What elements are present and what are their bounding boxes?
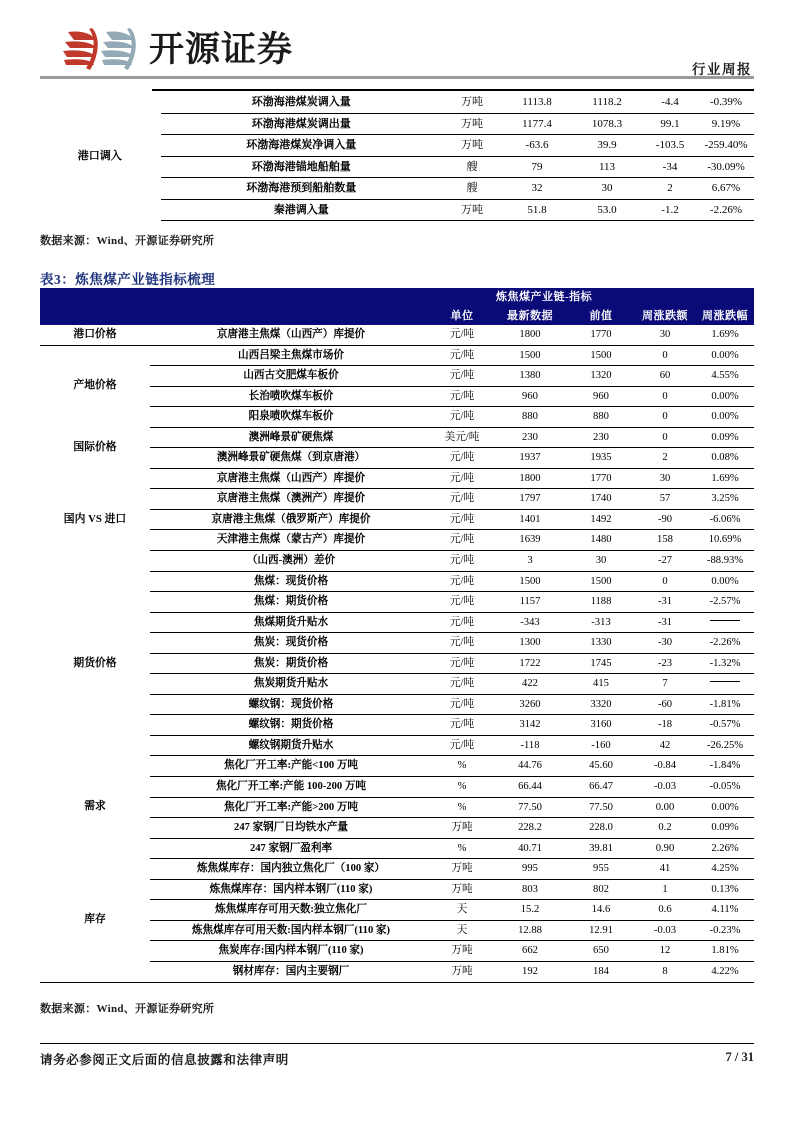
- cell-previous: 415: [568, 674, 634, 695]
- cell-unit: 元/吨: [432, 345, 492, 366]
- cell-unit: 元/吨: [432, 468, 492, 489]
- cell-change: 57: [634, 489, 696, 510]
- no-value-dash: [710, 620, 740, 622]
- cell-pct: -259.40%: [698, 135, 754, 157]
- cell-change: 7: [634, 674, 696, 695]
- cell-latest: -118: [492, 735, 568, 756]
- cell-latest: 960: [492, 386, 568, 407]
- cell-pct: 6.67%: [698, 178, 754, 200]
- cell-unit: 艘: [442, 178, 502, 200]
- cell-unit: 元/吨: [432, 612, 492, 633]
- cell-pct: -1.32%: [696, 653, 754, 674]
- cell-unit: 元/吨: [432, 386, 492, 407]
- cell-latest: 3142: [492, 715, 568, 736]
- cell-change: 0.00: [634, 797, 696, 818]
- cell-latest: 1113.8: [522, 96, 552, 109]
- cell-previous: 66.47: [568, 777, 634, 798]
- cell-change: 30: [634, 468, 696, 489]
- cell-indicator: 京唐港主焦煤（俄罗斯产）库提价: [150, 509, 432, 530]
- cell-unit: %: [432, 756, 492, 777]
- cell-pct: 0.09%: [696, 427, 754, 448]
- cell-previous: 45.60: [568, 756, 634, 777]
- cell-previous: 1745: [568, 653, 634, 674]
- cell-previous: 1118.2: [592, 96, 622, 109]
- cell-previous: 880: [568, 407, 634, 428]
- cell-previous: 228.0: [568, 818, 634, 839]
- cell-change: 30: [634, 325, 696, 345]
- cell-unit: 天: [432, 900, 492, 921]
- col-header-latest: 最新数据: [492, 307, 568, 325]
- cell-latest: 77.50: [492, 797, 568, 818]
- cell-change: -31: [634, 612, 696, 633]
- cell-pct: 0.09%: [696, 818, 754, 839]
- cell-unit: 元/吨: [432, 592, 492, 613]
- cell-change: 0: [634, 407, 696, 428]
- cell-unit: 万吨: [432, 941, 492, 962]
- cell-unit: 元/吨: [432, 735, 492, 756]
- cell-latest: 79: [502, 156, 572, 178]
- cell-unit: 元/吨: [432, 551, 492, 572]
- row-category-label: 国内 VS 进口: [63, 512, 127, 525]
- cell-indicator: 环渤海港预到船舶数量: [160, 178, 442, 200]
- cell-indicator: 炼焦煤库存：国内独立焦化厂（100 家）: [150, 859, 432, 880]
- footer-disclaimer: 请务必参阅正文后面的信息披露和法律声明: [40, 1053, 289, 1067]
- cell-indicator: 炼焦煤库存：国内样本钢厂(110 家): [150, 879, 432, 900]
- cell-change: -0.03: [634, 777, 696, 798]
- page-header: [0, 0, 794, 90]
- cell-pct: [696, 612, 754, 633]
- cell-change: -90: [634, 509, 696, 530]
- cell-indicator: 螺纹钢：期货价格: [150, 715, 432, 736]
- cell-indicator: 秦港调入量: [160, 199, 442, 221]
- cell-latest: -63.6: [502, 135, 572, 157]
- port-inbound-table: [40, 92, 754, 221]
- cell-unit: %: [432, 777, 492, 798]
- cell-previous: 77.50: [568, 797, 634, 818]
- cell-unit: 元/吨: [432, 694, 492, 715]
- table-row: [40, 325, 754, 345]
- cell-pct: -1.81%: [696, 694, 754, 715]
- cell-pct: 0.08%: [696, 448, 754, 469]
- table3-source-note: 数据来源：Wind、开源证券研究所: [40, 1003, 215, 1015]
- cell-previous: 1078.3: [572, 113, 642, 135]
- cell-change: -60: [634, 694, 696, 715]
- cell-indicator: 螺纹钢：现货价格: [150, 694, 432, 715]
- cell-unit: 万吨: [442, 199, 502, 221]
- table-column-header-row: [40, 307, 754, 325]
- coking-coal-chain-table: [40, 288, 754, 983]
- table3-caption: 表3：炼焦煤产业链指标梳理: [40, 272, 216, 287]
- cell-pct: -0.05%: [696, 777, 754, 798]
- cell-latest: 40.71: [492, 838, 568, 859]
- cell-pct: 9.19%: [698, 113, 754, 135]
- header-divider-black: [152, 89, 754, 91]
- cell-indicator: 京唐港主焦煤（山西产）库提价: [150, 325, 432, 345]
- cell-latest: -343: [492, 612, 568, 633]
- cell-previous: 30: [572, 178, 642, 200]
- cell-previous: 1492: [568, 509, 634, 530]
- cell-indicator: 焦煤期货升贴水: [150, 612, 432, 633]
- cell-previous: 1935: [568, 448, 634, 469]
- cell-pct: 4.22%: [696, 961, 754, 982]
- cell-previous: 802: [568, 879, 634, 900]
- cell-indicator: 澳洲峰景矿硬焦煤（到京唐港）: [150, 448, 432, 469]
- cell-pct: 0.00%: [696, 407, 754, 428]
- cell-change: 0: [634, 345, 696, 366]
- cell-indicator: 炼焦煤库存可用天数:独立焦化厂: [150, 900, 432, 921]
- cell-indicator: 天津港主焦煤（蒙古产）库提价: [150, 530, 432, 551]
- cell-unit: 美元/吨: [432, 427, 492, 448]
- cell-change: -103.5: [642, 135, 698, 157]
- cell-change: 158: [634, 530, 696, 551]
- table-row: [40, 756, 754, 777]
- cell-latest: 1157: [492, 592, 568, 613]
- cell-latest: 1177.4: [502, 113, 572, 135]
- kaiyuan-logo-icon: [62, 24, 140, 76]
- cell-unit: 元/吨: [432, 366, 492, 387]
- cell-indicator: 螺纹钢期货升贴水: [150, 735, 432, 756]
- cell-indicator: 焦炭期货升贴水: [150, 674, 432, 695]
- cell-indicator: 焦化厂开工率:产能 100-200 万吨: [150, 777, 432, 798]
- cell-indicator: 焦化厂开工率:产能>200 万吨: [150, 797, 432, 818]
- cell-previous: 30: [568, 551, 634, 572]
- cell-indicator: 焦炭：期货价格: [150, 653, 432, 674]
- cell-indicator: 山西吕梁主焦煤市场价: [150, 345, 432, 366]
- cell-pct: -88.93%: [696, 551, 754, 572]
- cell-latest: 1401: [492, 509, 568, 530]
- top-table-source-note: 数据来源：Wind、开源证券研究所: [40, 235, 215, 247]
- cell-change: 12: [634, 941, 696, 962]
- cell-latest: 1300: [492, 633, 568, 654]
- cell-indicator: 京唐港主焦煤（山西产）库提价: [150, 468, 432, 489]
- col-header-previous: 前值: [568, 307, 634, 325]
- cell-change: 8: [634, 961, 696, 982]
- cell-pct: -2.26%: [698, 199, 754, 221]
- cell-pct: -6.06%: [696, 509, 754, 530]
- cell-previous: 1480: [568, 530, 634, 551]
- cell-latest: 422: [492, 674, 568, 695]
- cell-latest: 12.88: [492, 920, 568, 941]
- cell-change: 1: [634, 879, 696, 900]
- cell-latest: 1800: [492, 325, 568, 345]
- cell-previous: 1500: [568, 345, 634, 366]
- cell-change: -0.03: [634, 920, 696, 941]
- cell-previous: -160: [568, 735, 634, 756]
- row-category-label: 库存: [40, 859, 150, 982]
- cell-indicator: 京唐港主焦煤（澳洲产）库提价: [150, 489, 432, 510]
- cell-pct: 2.26%: [696, 838, 754, 859]
- cell-latest: 880: [492, 407, 568, 428]
- cell-pct: 1.69%: [696, 325, 754, 345]
- cell-latest: 32: [502, 178, 572, 200]
- cell-indicator: 焦煤：现货价格: [150, 571, 432, 592]
- cell-latest: 15.2: [492, 900, 568, 921]
- cell-change: 2: [642, 178, 698, 200]
- cell-indicator: 焦化厂开工率:产能<100 万吨: [150, 756, 432, 777]
- cell-pct: 4.11%: [696, 900, 754, 921]
- cell-indicator: 钢材库存：国内主要钢厂: [150, 961, 432, 982]
- header-divider-grey: [40, 76, 754, 79]
- cell-previous: 39.81: [568, 838, 634, 859]
- cell-unit: 元/吨: [432, 715, 492, 736]
- table-row: [40, 571, 754, 592]
- cell-pct: -2.57%: [696, 592, 754, 613]
- row-category-label: 港口调入: [77, 150, 122, 163]
- cell-unit: 万吨: [432, 818, 492, 839]
- cell-change: 2: [634, 448, 696, 469]
- cell-previous: 230: [568, 427, 634, 448]
- cell-latest: 1937: [492, 448, 568, 469]
- report-type-label: 行业周报: [692, 62, 752, 77]
- cell-unit: 万吨: [432, 961, 492, 982]
- cell-indicator: 炼焦煤库存可用天数:国内样本钢厂(110 家): [150, 920, 432, 941]
- cell-latest: 1722: [492, 653, 568, 674]
- cell-previous: 1330: [568, 633, 634, 654]
- cell-unit: 元/吨: [432, 653, 492, 674]
- cell-latest: 3: [492, 551, 568, 572]
- cell-latest: 803: [492, 879, 568, 900]
- cell-indicator: 澳洲峰景矿硬焦煤: [150, 427, 432, 448]
- cell-latest: 192: [492, 961, 568, 982]
- cell-change: -31: [634, 592, 696, 613]
- row-category-label: 港口价格: [40, 325, 150, 345]
- table-row: [40, 92, 754, 113]
- cell-change: 99.1: [642, 113, 698, 135]
- cell-previous: 113: [572, 156, 642, 178]
- cell-change: -0.84: [634, 756, 696, 777]
- cell-change: -30: [634, 633, 696, 654]
- cell-previous: 1770: [568, 468, 634, 489]
- cell-indicator: 环渤海港煤炭调出量: [160, 113, 442, 135]
- cell-latest: 1800: [492, 468, 568, 489]
- cell-change: 0: [634, 571, 696, 592]
- cell-indicator: 山西古交肥煤车板价: [150, 366, 432, 387]
- cell-pct: 4.25%: [696, 859, 754, 880]
- brand-logo: [62, 24, 293, 76]
- cell-latest: 1500: [492, 571, 568, 592]
- cell-previous: 3160: [568, 715, 634, 736]
- cell-change: -27: [634, 551, 696, 572]
- cell-latest: 1500: [492, 345, 568, 366]
- cell-previous: 1770: [568, 325, 634, 345]
- cell-pct: 0.00%: [696, 345, 754, 366]
- cell-latest: 228.2: [492, 818, 568, 839]
- col-header-change: 周涨跌额: [634, 307, 696, 325]
- cell-latest: 44.76: [492, 756, 568, 777]
- cell-indicator: 焦炭：现货价格: [150, 633, 432, 654]
- cell-pct: [696, 674, 754, 695]
- cell-latest: 1639: [492, 530, 568, 551]
- table-row: [40, 427, 754, 448]
- cell-previous: 1740: [568, 489, 634, 510]
- cell-pct: -1.84%: [696, 756, 754, 777]
- cell-latest: 3260: [492, 694, 568, 715]
- cell-pct: -0.23%: [696, 920, 754, 941]
- cell-pct: 3.25%: [696, 489, 754, 510]
- cell-previous: 39.9: [572, 135, 642, 157]
- cell-unit: 元/吨: [432, 674, 492, 695]
- table-head: [40, 288, 754, 325]
- cell-unit: 元/吨: [432, 407, 492, 428]
- cell-change: 0: [634, 427, 696, 448]
- col-header-unit: 单位: [432, 307, 492, 325]
- cell-change: 41: [634, 859, 696, 880]
- col-header-indicator: [150, 307, 432, 325]
- cell-latest: 51.8: [502, 199, 572, 221]
- table-row: [40, 345, 754, 366]
- cell-unit: 元/吨: [432, 489, 492, 510]
- cell-previous: 1500: [568, 571, 634, 592]
- cell-unit: 元/吨: [432, 509, 492, 530]
- cell-unit: 元/吨: [432, 571, 492, 592]
- cell-pct: 0.13%: [696, 879, 754, 900]
- cell-indicator: 247 家钢厂盈利率: [150, 838, 432, 859]
- cell-pct: 4.55%: [696, 366, 754, 387]
- cell-indicator: 环渤海港煤炭净调入量: [160, 135, 442, 157]
- col-header-category: [40, 307, 150, 325]
- cell-unit: 万吨: [442, 135, 502, 157]
- cell-unit: 万吨: [461, 96, 483, 109]
- cell-indicator: 247 家钢厂日均铁水产量: [150, 818, 432, 839]
- cell-pct: 10.69%: [696, 530, 754, 551]
- footer-page-number: 7 / 31: [725, 1050, 754, 1064]
- cell-change: -1.2: [642, 199, 698, 221]
- cell-latest: 1380: [492, 366, 568, 387]
- row-category-label: 国际价格: [73, 440, 117, 453]
- cell-change: 0.90: [634, 838, 696, 859]
- cell-change: 0.6: [634, 900, 696, 921]
- cell-previous: 53.0: [572, 199, 642, 221]
- cell-change: 0.2: [634, 818, 696, 839]
- cell-previous: 1320: [568, 366, 634, 387]
- cell-latest: 1797: [492, 489, 568, 510]
- cell-unit: 万吨: [442, 113, 502, 135]
- cell-previous: 1188: [568, 592, 634, 613]
- cell-previous: 14.6: [568, 900, 634, 921]
- row-category-label: 期货价格: [73, 656, 117, 669]
- cell-unit: 元/吨: [432, 530, 492, 551]
- cell-pct: -2.26%: [696, 633, 754, 654]
- table-row: [40, 468, 754, 489]
- group-header-spacer: [40, 288, 492, 307]
- cell-previous: 3320: [568, 694, 634, 715]
- cell-change: -34: [642, 156, 698, 178]
- cell-unit: 元/吨: [432, 633, 492, 654]
- cell-previous: 960: [568, 386, 634, 407]
- cell-change: 0: [634, 386, 696, 407]
- col-header-pct: 周涨跌幅: [696, 307, 754, 325]
- cell-pct: 0.00%: [696, 797, 754, 818]
- cell-latest: 662: [492, 941, 568, 962]
- cell-change: 42: [634, 735, 696, 756]
- cell-pct: -0.39%: [709, 96, 743, 109]
- cell-indicator: 焦炭库存:国内样本钢厂(110 家): [150, 941, 432, 962]
- cell-unit: 元/吨: [432, 448, 492, 469]
- cell-pct: -26.25%: [696, 735, 754, 756]
- cell-previous: -313: [568, 612, 634, 633]
- cell-latest: 230: [492, 427, 568, 448]
- row-category-label: 需求: [84, 800, 106, 813]
- cell-unit: 元/吨: [432, 325, 492, 345]
- cell-unit: %: [432, 797, 492, 818]
- port-inbound-table-grid: [40, 92, 754, 221]
- cell-unit: 天: [432, 920, 492, 941]
- cell-indicator: 阳泉喷吹煤车板价: [150, 407, 432, 428]
- cell-previous: 12.91: [568, 920, 634, 941]
- cell-indicator: 长治喷吹煤车板价: [150, 386, 432, 407]
- no-value-dash: [710, 681, 740, 683]
- cell-previous: 955: [568, 859, 634, 880]
- footer-divider: [40, 1043, 754, 1044]
- cell-previous: 650: [568, 941, 634, 962]
- cell-unit: 万吨: [432, 879, 492, 900]
- cell-change: -23: [634, 653, 696, 674]
- group-header-title: 炼焦煤产业链-指标: [492, 288, 754, 307]
- cell-pct: 1.69%: [696, 468, 754, 489]
- cell-previous: 184: [568, 961, 634, 982]
- cell-indicator: （山西-澳洲）差价: [150, 551, 432, 572]
- cell-pct: -30.09%: [698, 156, 754, 178]
- table-row: [40, 859, 754, 880]
- cell-change: -18: [634, 715, 696, 736]
- cell-latest: 995: [492, 859, 568, 880]
- cell-indicator: 焦煤：期货价格: [150, 592, 432, 613]
- brand-name: 开源证券: [149, 29, 294, 70]
- cell-pct: 0.00%: [696, 386, 754, 407]
- cell-unit: %: [432, 838, 492, 859]
- cell-indicator: 环渤海港煤炭调入量: [251, 96, 351, 109]
- cell-change: 60: [634, 366, 696, 387]
- cell-pct: 1.81%: [696, 941, 754, 962]
- cell-unit: 艘: [442, 156, 502, 178]
- cell-unit: 万吨: [432, 859, 492, 880]
- cell-pct: -0.57%: [696, 715, 754, 736]
- row-category-label: 产地价格: [73, 379, 117, 392]
- cell-change: -4.4: [661, 96, 679, 109]
- table-group-header-row: [40, 288, 754, 307]
- cell-latest: 66.44: [492, 777, 568, 798]
- cell-pct: 0.00%: [696, 571, 754, 592]
- cell-indicator: 环渤海港锚地船舶量: [160, 156, 442, 178]
- coking-coal-chain-grid: [40, 288, 754, 983]
